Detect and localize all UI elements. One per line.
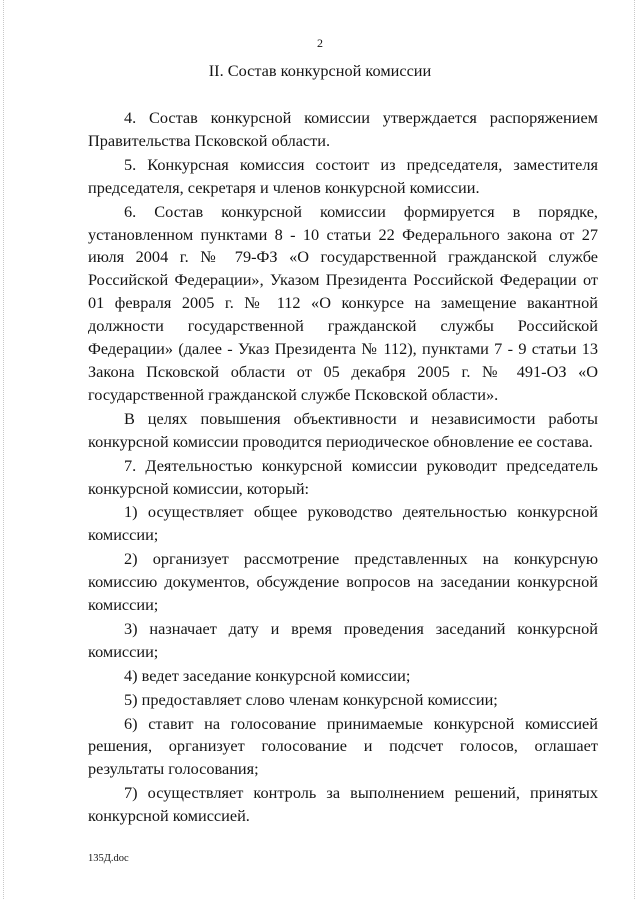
paragraph-7: 7. Деятельностью конкурсной комиссии руководит председатель конкурсной комиссии, который: (88, 455, 598, 498)
paragraph-5: 5. Конкурсная комиссия состоит из председателя, заместителя председателя, секретаря и членов конкурсной комиссии. (88, 154, 598, 197)
list-item-7: 7) осуществляет контроль за выполнением решений, принятых конкурсной комиссией. (88, 783, 598, 826)
list-item-3: 3) назначает дату и время проведения заседаний конкурсной комиссии; (88, 618, 598, 661)
fax-edge-right (634, 0, 636, 899)
list-item-5: 5) предоставляет слово членам конкурсной комиссии; (124, 689, 498, 709)
page-number: 2 (317, 36, 323, 50)
list-item-2: 2) организует рассмотрение представленных на конкурсную комиссию документов, обсуждение вопросов на заседании конкурсной комиссии; (88, 549, 598, 615)
list-item-6: 6) ставит на голосование принимаемые конкурсной комиссией решения, организует голосование и подсчет голосов, оглашает результаты голосования; (88, 713, 598, 779)
file-name-footer: 135Д.doc (88, 853, 129, 864)
paragraph-4: 4. Состав конкурсной комиссии утверждается распоряжением Правительства Псковской области. (88, 108, 598, 150)
list-item-4: 4) ведет заседание конкурсной комиссии; (124, 665, 411, 685)
section-title: II. Состав конкурсной комиссии (208, 61, 432, 80)
list-item-1: 1) осуществляет общее руководство деятельностью конкурсной комиссии; (88, 502, 598, 545)
fax-edge-left (3, 0, 5, 899)
document-body (88, 107, 598, 828)
paragraph-6: 6. Состав конкурсной комиссии формируется в порядке, установленном пунктами 8 - 10 статьи 22 Федерального закона от 27 июля 2004 г. № 79-ФЗ «О государственной гражданской службе Российской Федерации», Указом Президента Российской Федерации от 01 февраля 2005 г. № 112 «О конкурсе на замещение вакантной должности государственной гражданской службы Российской Федерации» (далее - Указ Президента № 112), пунктами 7 - 9 статьи 13 Закона Псковской области от 05 декабря 2005 г. № 491-ОЗ «О государственной гражданской службе Псковской области». (88, 201, 598, 404)
paragraph-6-continuation: В целях повышения объективности и независимости работы конкурсной комиссии проводится периодическое обновление ее состава. (88, 408, 598, 451)
